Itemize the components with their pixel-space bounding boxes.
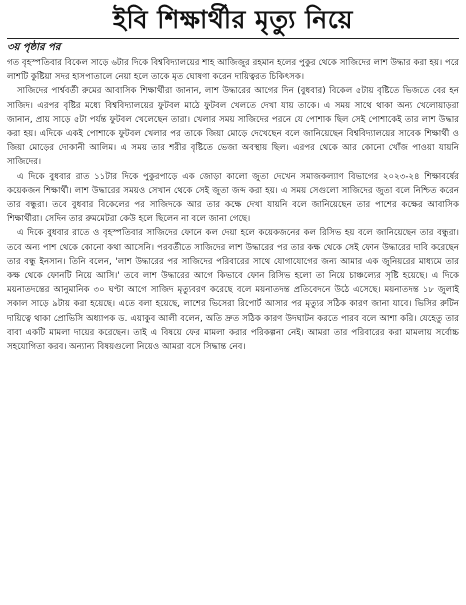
- paragraph-2: সাজিদের পার্শ্ববর্তী রুমের আবাসিক শিক্ষার্থীরা জানান, লাশ উদ্ধারের আগের দিন (বুধবার) বিকেল ৫টায় বৃষ্টিতে ভিজতে বের হন সাজিদ। এরপর বৃষ্টির মধ্যে বিশ্ববিদ্যালয়ের ফুটবল মাঠে ফুটবল খেলতে দেখা যায় তাকে। এ সময় সাথে থাকা অন্য খেলোয়াড়রা জানান, প্রায় সাড়ে ৫টা পর্যন্ত ফুটবল খেলেছেন তারা। খেলার সময় সাজিদের পরনে যে পোশাক ছিল সেই পোশাকেই তার লাশ উদ্ধার করা হয়। এদিকে একই পোশাকে ফুটবল খেলার পর তাকে জিয়া মোড়ে দেখেছেন বলে জানিয়েছেন বিশ্ববিদ্যালয়ের সাবেক শিক্ষার্থী ও জিয়া মোড়ের দোকানী আলিম। এ সময় তার শরীর বৃষ্টিতে ভেজা অবস্থায় ছিল। এরপর থেকে আর কোনো খোঁজ পাওয়া যায়নি সাজিদের।: [7, 86, 459, 168]
- paragraph-3: এ দিকে বুধবার রাত ১১টার দিকে পুকুরপাড়ে এক জোড়া কালো জুতা দেখেন সমাজকল্যাণ বিভাগের ২০২৩-২৪ শিক্ষাবর্ষের কয়েকজন শিক্ষার্থী। লাশ উদ্ধারের সময়ও সেখান থেকে সেই জুতা জব্দ করা হয়। এ সময় সেগুলো সাজিদের জুতা বলে নিশ্চিত করেন তার বন্ধুরা। তবে বুধবার বিকেলের পর সাজিদকে আর তার কক্ষে দেখা যায়নি বলে জানিয়েছেন তার পাশের কক্ষের আবাসিক শিক্ষার্থীরা। সেদিন তার রুমমেটরা কেউ হলে ছিলেন না বলে জানা গেছে।: [7, 171, 459, 225]
- continuation-label: ৩য় পৃষ্ঠার পর: [7, 42, 61, 53]
- paragraph-1: গত বৃহস্পতিবার বিকেল সাড়ে ৬টার দিকে বিশ্ববিদ্যালয়ের শাহ আজিজুর রহমান হলের পুকুর থেকে সাজিদের লাশ উদ্ধার করা হয়। পরে লাশটি কুষ্টিয়া সদর হাসপাতালে নেয়া হলে তাকে মৃত ঘোষণা করেন দায়িত্বরত চিকিৎসক।: [7, 58, 459, 83]
- headline-divider: [7, 38, 459, 39]
- headline: ইবি শিক্ষার্থীর মৃত্যু নিয়ে: [113, 5, 353, 34]
- paragraph-4: এ দিকে বুধবার রাতে ও বৃহস্পতিবার সাজিদের ফোনে কল দেয়া হলে কয়েকজনের কল রিসিভ হয় বলে জানিয়েছেন তার বন্ধুরা। তবে অন্য পাশ থেকে কোনো কথা আসেনি। পরবর্তীতে সাজিদের লাশ উদ্ধারের পর তার কক্ষ থেকে সেই ফোন উদ্ধারের দাবি করেছেন তার বন্ধু ইনসান। তিনি বলেন, 'লাশ উদ্ধারের পর সাজিদের পরিবারের সাথে যোগাযোগের জন্য আমার এক জুনিয়রের মাধ্যমে তার কক্ষ থেকে ফোনটি নিয়ে আসি।' তবে লাশ উদ্ধারের আগে কিভাবে ফোন রিসিভ হলো তা নিয়ে চাঞ্চল্যের সৃষ্টি হয়েছে। এ দিকে ময়নাতদন্তের আনুমানিক ৩০ ঘণ্টা আগে সাজিদ মৃত্যুবরণ করেছে বলে ময়নাতদন্ত প্রতিবেদনে উঠে এসেছে। ময়নাতদন্ত ১৮ জুলাই সকাল সাড়ে ৯টায় করা হয়েছে। এতে বলা হয়েছে, লাশের ভিসেরা রিপোর্ট আসার পর মৃত্যুর সঠিক কারণ জানা যাবে। ভিসির রুটিন দায়িত্বে থাকা প্রোভিসি অধ্যাপক ড. এয়াকুব আলী বলেন, অতি দ্রুত সঠিক কারণ উদঘাটন করতে পারব বলে আশা করি। যেহেতু তার বাবা একটি মামলা দায়ের করেছেন। তাই এ বিষয়ে ফের মামলা করার পরিকল্পনা নেই। আমরা তার পরিবারের করা মামলায় সর্বোচ্চ সহযোগিতা করব। অন্যান্য বিষয়গুলো নিয়েও আমরা বসে সিদ্ধান্ত নেব।: [7, 228, 459, 353]
- article-body: [7, 56, 459, 354]
